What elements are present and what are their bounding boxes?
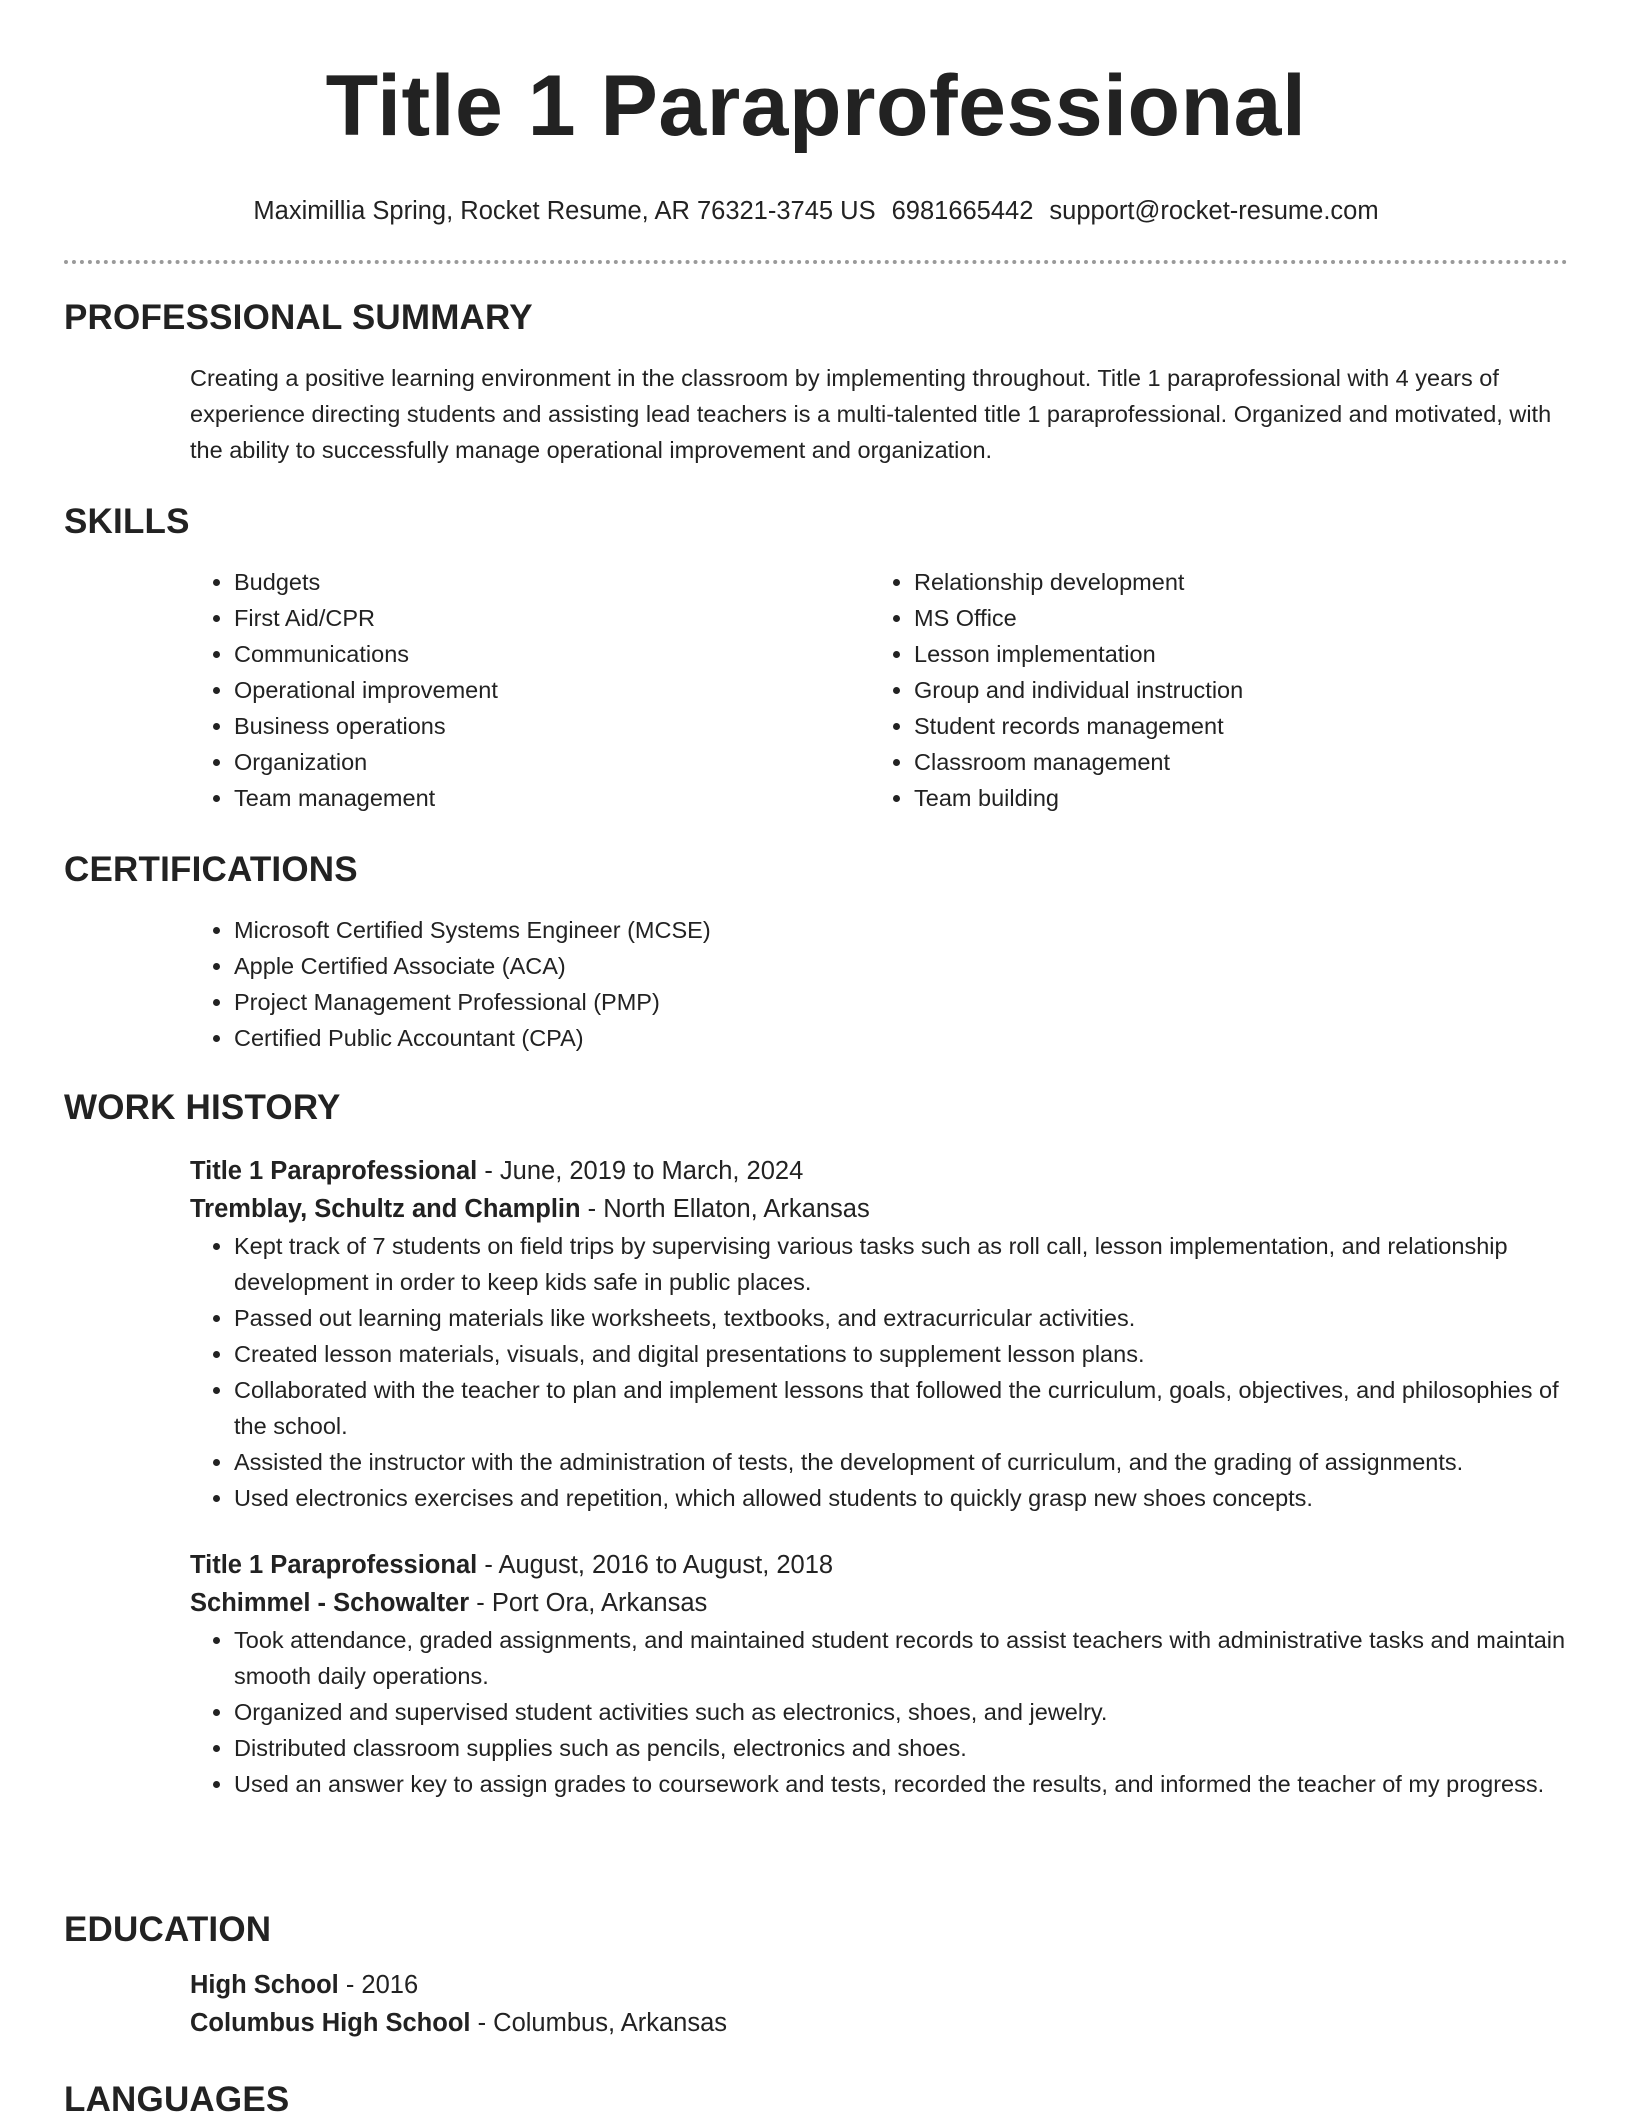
job-dates: - August, 2016 to August, 2018	[477, 1551, 834, 1579]
education-section	[64, 1908, 1568, 2042]
skill-item: • Operational improvement	[234, 672, 870, 708]
skill-item: • Budgets	[234, 564, 870, 600]
certification-item: • Certified Public Accountant (CPA)	[234, 1020, 1568, 1056]
education-degree-line	[190, 1966, 1568, 2004]
skills-column-right	[870, 564, 1550, 816]
certification-item: • Microsoft Certified Systems Engineer (MCSE)	[234, 912, 1568, 948]
job-bullet: • Organized and supervised student activities such as electronics, shoes, and jewelry.	[234, 1694, 1568, 1730]
job-bullet: • Used an answer key to assign grades to coursework and tests, recorded the results, and informed the teacher of my progress.	[234, 1766, 1568, 1802]
skill-item: • First Aid/CPR	[234, 600, 870, 636]
education-entry	[190, 1966, 1568, 2042]
job-bullet: • Took attendance, graded assignments, and maintained student records to assist teachers with administrative tasks and maintain smooth daily operations.	[234, 1622, 1568, 1694]
contact-line	[0, 194, 1632, 228]
contact-phone: 6981665442	[891, 197, 1034, 225]
education-year: - 2016	[338, 1971, 419, 1999]
education-school: Columbus High School	[190, 2009, 471, 2037]
summary-section	[64, 296, 1568, 468]
job-location: - North Ellaton, Arkansas	[580, 1195, 870, 1223]
summary-text: Creating a positive learning environment in the classroom by implementing throughout. Title 1 paraprofessional with 4 years of experience directing students and assisting lead teachers is a multi-talented title 1 paraprofessional. Organized and motivated, with the ability to successfully manage operational improvement and organization.	[190, 365, 1552, 463]
skills-heading: SKILLS	[64, 502, 190, 541]
skill-item: • Classroom management	[914, 744, 1550, 780]
skills-grid	[190, 564, 1568, 816]
job-company-line	[190, 1584, 1568, 1622]
job-entry	[190, 1152, 1568, 1516]
job-bullet: • Kept track of 7 students on field trips by supervising various tasks such as roll call, lesson implementation, and relationship development in order to keep kids safe in public places.	[234, 1228, 1568, 1300]
languages-heading: LANGUAGES	[64, 2080, 290, 2112]
certification-item: • Apple Certified Associate (ACA)	[234, 948, 1568, 984]
job-bullet: • Assisted the instructor with the administration of tests, the development of curriculum, and the grading of assignments.	[234, 1444, 1568, 1480]
work-history-section	[64, 1086, 1568, 1802]
job-bullets	[190, 1622, 1568, 1802]
header-divider	[64, 260, 1568, 264]
skill-item: • Relationship development	[914, 564, 1550, 600]
education-school-line	[190, 2004, 1568, 2042]
education-location: - Columbus, Arkansas	[470, 2009, 728, 2037]
work-history-heading: WORK HISTORY	[64, 1088, 341, 1127]
job-entry	[190, 1546, 1568, 1802]
job-role: Title 1 Paraprofessional	[190, 1157, 478, 1185]
skill-item: • Student records management	[914, 708, 1550, 744]
certifications-list	[190, 912, 1568, 1056]
job-dates: - June, 2019 to March, 2024	[477, 1157, 804, 1185]
certifications-body	[190, 912, 1568, 1056]
skill-item: • Business operations	[234, 708, 870, 744]
job-company: Schimmel - Schowalter	[190, 1589, 470, 1617]
skill-item: • Lesson implementation	[914, 636, 1550, 672]
skill-item: • MS Office	[914, 600, 1550, 636]
skill-item: • Communications	[234, 636, 870, 672]
certification-item: • Project Management Professional (PMP)	[234, 984, 1568, 1020]
languages-section	[64, 2078, 1568, 2112]
job-bullets	[190, 1228, 1568, 1516]
skill-item: • Team management	[234, 780, 870, 816]
skills-list-left	[190, 564, 870, 816]
skills-section	[64, 500, 1568, 816]
job-title-line	[190, 1546, 1568, 1584]
skill-item: • Group and individual instruction	[914, 672, 1550, 708]
certifications-heading: CERTIFICATIONS	[64, 850, 358, 889]
job-company: Tremblay, Schultz and Champlin	[190, 1195, 581, 1223]
job-role: Title 1 Paraprofessional	[190, 1551, 478, 1579]
education-degree: High School	[190, 1971, 339, 1999]
job-bullet: • Passed out learning materials like worksheets, textbooks, and extracurricular activities.	[234, 1300, 1568, 1336]
skills-column-left	[190, 564, 870, 816]
skills-list-right	[870, 564, 1550, 816]
education-heading: EDUCATION	[64, 1910, 272, 1949]
job-company-line	[190, 1190, 1568, 1228]
job-bullet: • Collaborated with the teacher to plan and implement lessons that followed the curriculum, goals, objectives, and philosophies of the school.	[234, 1372, 1568, 1444]
summary-heading: PROFESSIONAL SUMMARY	[64, 298, 533, 337]
certifications-section	[64, 848, 1568, 1056]
resume-name: Title 1 Paraprofessional	[325, 58, 1307, 154]
job-title-line	[190, 1152, 1568, 1190]
job-bullet: • Created lesson materials, visuals, and digital presentations to supplement lesson plans.	[234, 1336, 1568, 1372]
skill-item: • Team building	[914, 780, 1550, 816]
job-bullet: • Used electronics exercises and repetition, which allowed students to quickly grasp new shoes concepts.	[234, 1480, 1568, 1516]
contact-address: Maximillia Spring, Rocket Resume, AR 76321-3745 US	[253, 197, 876, 225]
contact-email: support@rocket-resume.com	[1049, 197, 1379, 225]
job-location: - Port Ora, Arkansas	[469, 1589, 708, 1617]
job-bullet: • Distributed classroom supplies such as pencils, electronics and shoes.	[234, 1730, 1568, 1766]
skill-item: • Organization	[234, 744, 870, 780]
